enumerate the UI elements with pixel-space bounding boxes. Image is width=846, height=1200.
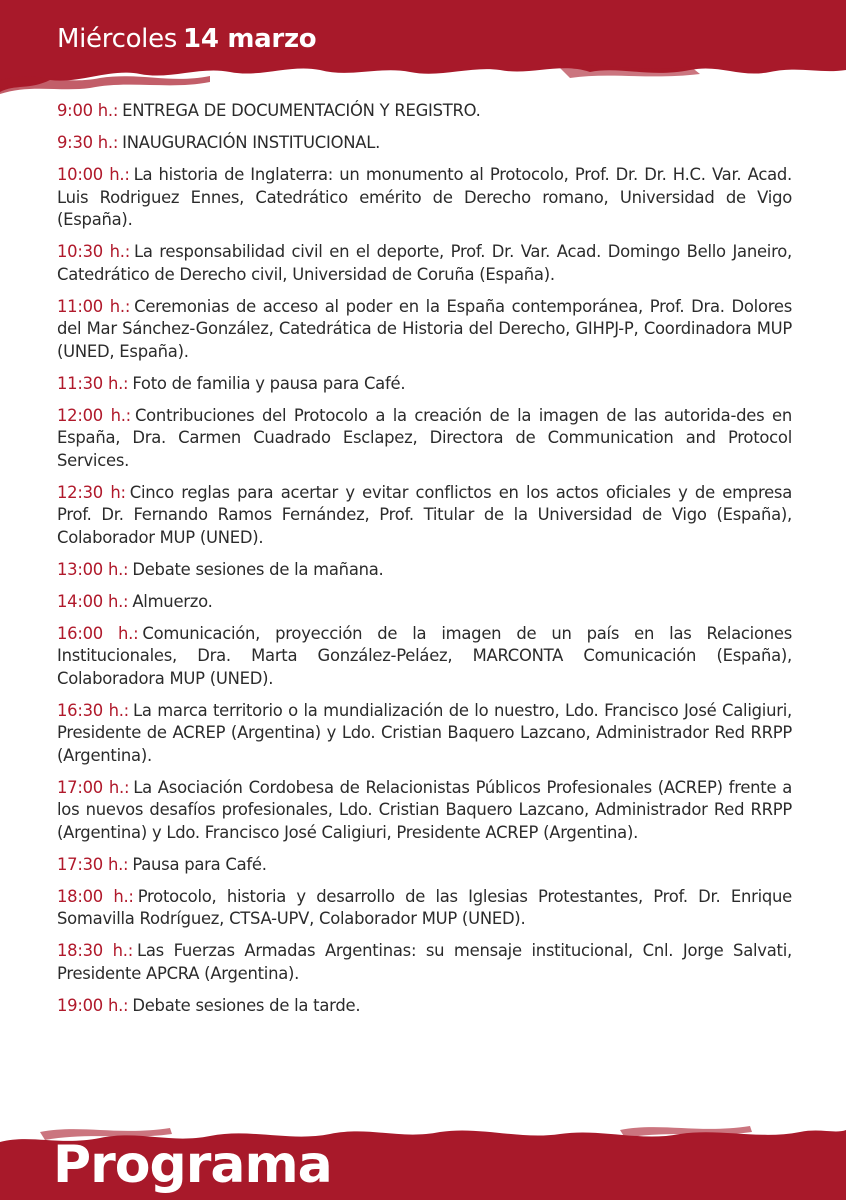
entry-time: 9:00 h.: xyxy=(57,101,119,120)
footer-title: Programa xyxy=(53,1135,332,1195)
entry-time: 9:30 h.: xyxy=(57,133,119,152)
entry-time: 12:30 h: xyxy=(57,482,126,502)
entry-time: 10:00 h.: xyxy=(57,165,130,184)
entry-text: La responsabilidad civil en el deporte, Prof. Dr. Var. Acad. Domingo Bello Janeiro, Catedrático de Derecho civil, Universidad de Coruña (España). xyxy=(57,242,792,284)
schedule-entry xyxy=(57,559,792,582)
schedule-entry xyxy=(57,241,792,286)
schedule-entry xyxy=(57,777,792,845)
schedule-entry xyxy=(57,623,792,691)
entry-text: Pausa para Café. xyxy=(132,854,267,874)
entry-text: ENTREGA DE DOCUMENTACIÓN Y REGISTRO. xyxy=(122,101,481,120)
schedule-entry xyxy=(57,164,792,232)
entry-time: 11:00 h.: xyxy=(57,296,131,316)
entry-time: 10:30 h.: xyxy=(57,242,130,261)
header-date: 14 marzo xyxy=(183,24,317,54)
entry-time: 13:00 h.: xyxy=(57,559,129,579)
schedule-entry xyxy=(57,405,792,473)
header-day: Miércoles xyxy=(57,24,178,54)
entry-time: 16:30 h.: xyxy=(57,700,129,720)
entry-text: Foto de familia y pausa para Café. xyxy=(132,373,406,393)
entry-time: 19:00 h.: xyxy=(57,995,129,1015)
entry-time: 12:00 h.: xyxy=(57,405,131,425)
entry-text: La marca territorio o la mundialización de lo nuestro, Ldo. Francisco José Caligiuri, Presidente de ACREP (Argentina) y Ldo. Cristian Baquero Lazcano, Administrador Red RRPP (Argentina). xyxy=(57,700,792,765)
schedule-entry xyxy=(57,591,792,614)
entry-text: Comunicación, proyección de la imagen de un país en las Relaciones Institucionales, Dra. Marta González-Peláez, MARCONTA Comunicación (España), Colaboradora MUP (UNED). xyxy=(57,623,792,688)
entry-text: Las Fuerzas Armadas Argentinas: su mensaje institucional, Cnl. Jorge Salvati, Presidente APCRA (Argentina). xyxy=(57,941,792,983)
entry-time: 18:00 h.: xyxy=(57,886,134,906)
schedule-entry xyxy=(57,995,792,1018)
schedule-entry xyxy=(57,373,792,396)
entry-text: Ceremonias de acceso al poder en la España contemporánea, Prof. Dra. Dolores del Mar Sánchez-González, Catedrática de Historia del Derecho, GIHPJ-P, Coordinadora MUP (UNED, España). xyxy=(57,296,792,361)
entry-time: 14:00 h.: xyxy=(57,591,129,611)
entry-text: Contribuciones del Protocolo a la creación de la imagen de las autorida-des en España, Dra. Carmen Cuadrado Esclapez, Directora de Communication and Protocol Services. xyxy=(57,405,792,470)
schedule-entry xyxy=(57,700,792,768)
entry-text: Debate sesiones de la mañana. xyxy=(132,559,384,579)
entry-time: 11:30 h.: xyxy=(57,373,129,393)
entry-text: Protocolo, historia y desarrollo de las Iglesias Protestantes, Prof. Dr. Enrique Somavilla Rodríguez, CTSA-UPV, Colaborador MUP (UNED). xyxy=(57,886,792,928)
schedule-entry xyxy=(57,100,792,123)
schedule-entry xyxy=(57,482,792,550)
entry-text: Almuerzo. xyxy=(132,591,213,611)
schedule-entry xyxy=(57,132,792,155)
schedule-entry xyxy=(57,296,792,364)
entry-text: INAUGURACIÓN INSTITUCIONAL. xyxy=(122,133,381,152)
entry-time: 17:00 h.: xyxy=(57,777,130,797)
schedule-entry xyxy=(57,940,792,985)
entry-time: 17:30 h.: xyxy=(57,854,129,874)
schedule-list xyxy=(57,100,792,1027)
page-title xyxy=(57,24,316,54)
schedule-entry xyxy=(57,886,792,931)
schedule-entry xyxy=(57,854,792,877)
entry-text: Debate sesiones de la tarde. xyxy=(132,995,361,1015)
entry-time: 18:30 h.: xyxy=(57,941,133,960)
entry-text: Cinco reglas para acertar y evitar conflictos en los actos oficiales y de empresa Prof. Dr. Fernando Ramos Fernández, Prof. Titular de la Universidad de Vigo (España), Colaborador MUP (UNED). xyxy=(57,482,793,547)
entry-text: La Asociación Cordobesa de Relacionistas Públicos Profesionales (ACREP) frente a los nuevos desafíos profesionales, Ldo. Cristian Baquero Lazcano, Administrador Red RRPP (Argentina) y Ldo. Francisco José Caligiuri, Presidente ACREP (Argentina). xyxy=(57,777,792,842)
entry-text: La historia de Inglaterra: un monumento al Protocolo, Prof. Dr. Dr. H.C. Var. Acad. Luis Rodriguez Ennes, Catedrático emérito de Derecho romano, Universidad de Vigo (España). xyxy=(57,165,792,229)
entry-time: 16:00 h.: xyxy=(57,623,139,643)
